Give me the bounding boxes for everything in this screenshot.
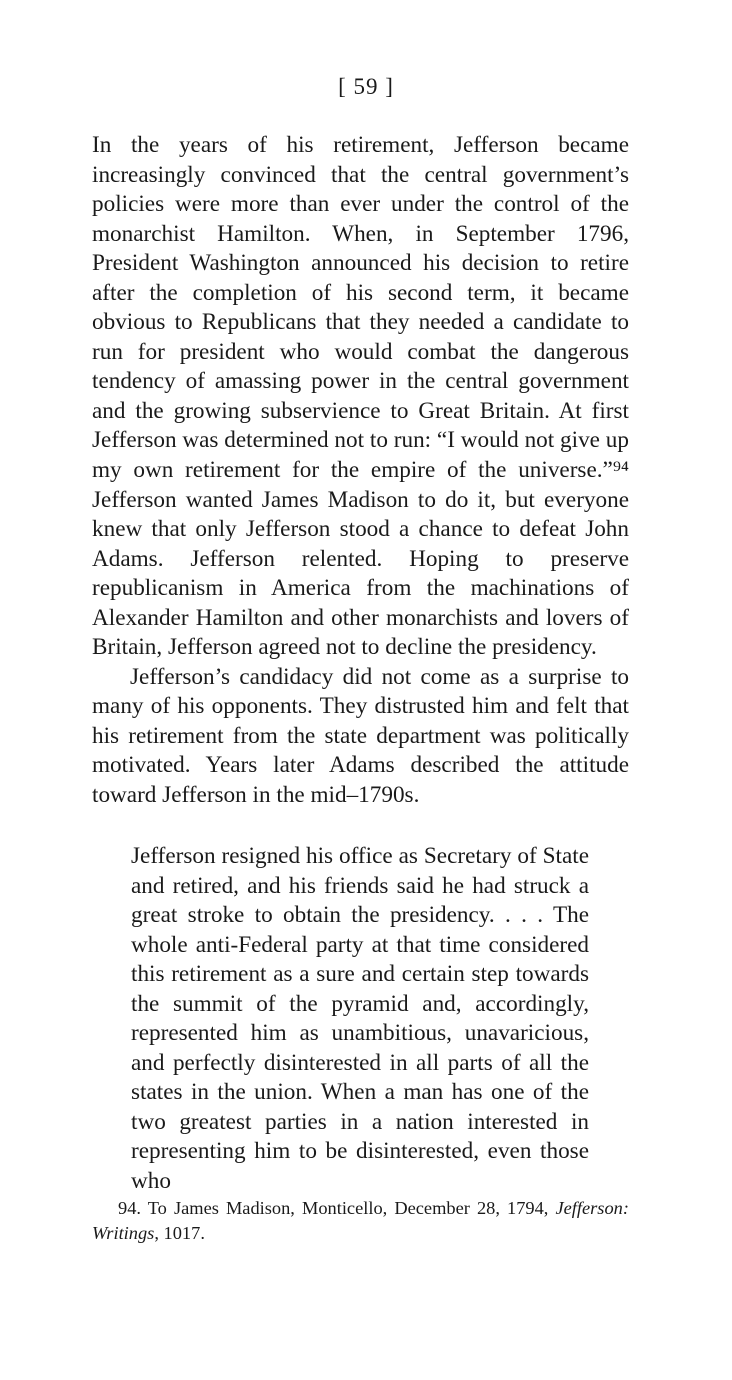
main-text: [92, 131, 629, 811]
block-quote-text: Jefferson resigned his office as Secretary of State and retired, and his friends said he had struck a great stroke to obtain the presidency. . . . The whole anti-Federal party at that time considered this retirement as a sure and certain step towards the summit of the pyramid and, accordingly, represented him as unambitious, unavaricious, and perfectly disinterested in all parts of all the states in the union. When a man has one of the two greatest parties in a nation interested in representing him to be disinterested, even those who: [131, 843, 589, 1195]
page-number: [ 59 ]: [338, 74, 394, 99]
footnote-source-title: Jefferson: Writings: [92, 1198, 629, 1243]
paragraph: Jefferson’s candidacy did not come as a surprise to many of his opponents. They distrusted him and felt that his retirement from the state department was politically motivated. Years later Adams described the attitude toward Jefferson in the mid–1790s.: [92, 663, 629, 809]
paragraph: In the years of his retirement, Jefferson became increasingly convinced that the central government’s policies were more than ever under the control of the monarchist Hamilton. When, in September 1796, President Washington announced his decision to retire after the completion of his second term, it became obvious to Republicans that they needed a candidate to run for president who would combat the dangerous tendency of amassing power in the central government and the growing subservience to Great Britain. At first Jefferson was determined not to run: “I would not give up my own retirement for the empire of the universe.”⁹⁴ Jefferson wanted James Madison to do it, but everyone knew that only Jefferson stood a chance to defeat John Adams. Jefferson relented. Hoping to preserve republicanism in America from the machinations of Alexander Hamilton and other monarchists and lovers of Britain, Jefferson agreed not to decline the presidency.: [92, 132, 629, 661]
footnote-label: 94.: [118, 1198, 141, 1218]
footnote-text: To James Madison, Monticello, December 28, 1794,: [147, 1198, 549, 1218]
footnote-page-ref: , 1017.: [154, 1223, 205, 1243]
footnote: [92, 1196, 629, 1246]
block-quote: [131, 842, 589, 1197]
